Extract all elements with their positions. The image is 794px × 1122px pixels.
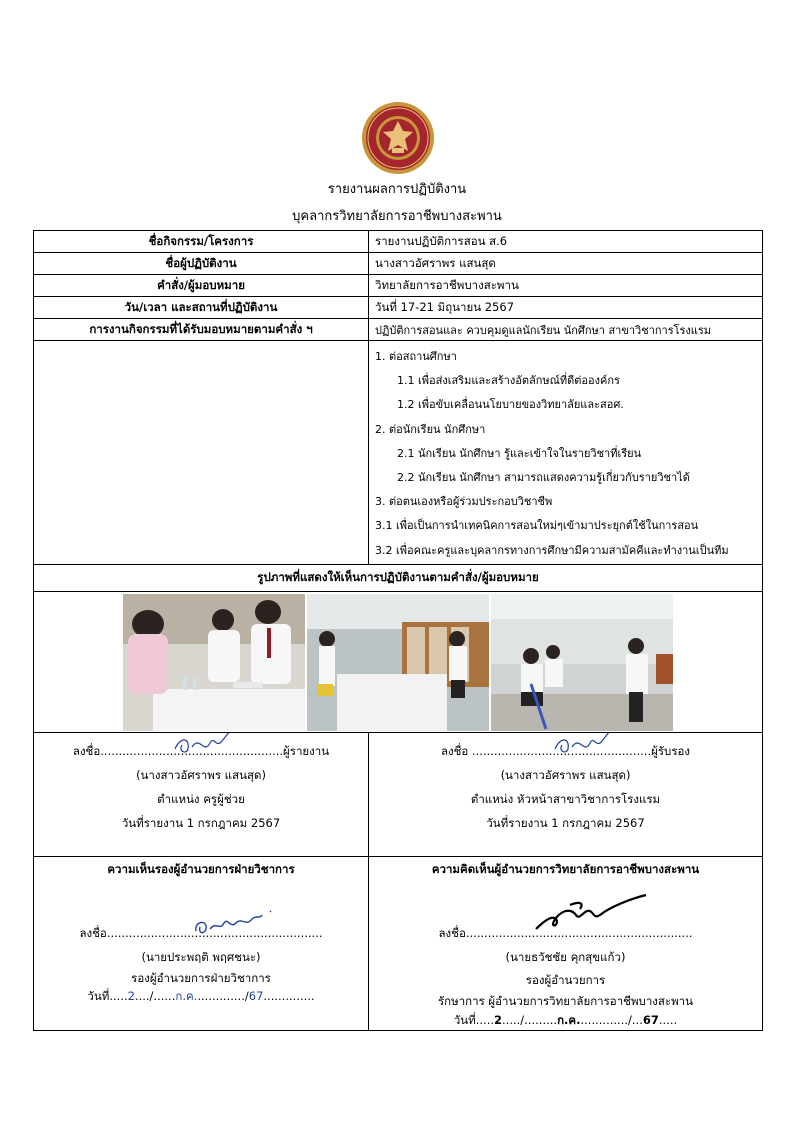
field-value: วันที่ 17-21 มิถุนายน 2567 xyxy=(369,297,763,319)
director-signature-icon xyxy=(530,885,650,935)
field-row xyxy=(34,319,763,341)
director-date: วันที่.....2...../.........ก.ค............../...67..... xyxy=(453,1012,678,1027)
director-position: รองผู้อำนวยการ xyxy=(525,972,606,987)
field-value: รายงานปฏิบัติการสอน ส.6 xyxy=(369,231,763,253)
photo-strip xyxy=(34,592,762,731)
reporter-date: วันที่รายงาน 1 กรกฎาคม 2567 xyxy=(121,815,281,830)
field-value: ปฏิบัติการสอนและ ควบคุมดูแลนักเรียน นักศึกษา สาขาวิชาการโรงแรม xyxy=(369,319,763,341)
signature-row xyxy=(34,732,763,856)
deputy-director-opinion-block xyxy=(34,856,369,1030)
photos-row xyxy=(34,591,763,732)
director-sign-line: ลงชื่อ.............................................................. xyxy=(375,921,756,945)
photo-table-setting xyxy=(123,594,305,731)
date-month: ก.ค. xyxy=(175,988,198,1003)
objective-item: 1.1 เพื่อส่งเสริมและสร้างอัตลักษณ์ที่ดีต่อองค์กร xyxy=(397,374,620,388)
objective-item: 3. ต่อตนเองหรือผู้ร่วมประกอบวิชาชีพ xyxy=(375,495,553,509)
report-form-table xyxy=(33,230,763,1031)
college-seal-icon xyxy=(361,101,435,175)
date-prefix: วันที่ xyxy=(87,988,110,1003)
field-row xyxy=(34,275,763,297)
director-opinion-block xyxy=(369,856,763,1030)
sign-prefix: ลงชื่อ xyxy=(440,743,469,758)
field-label: การงานกิจกรรมที่ได้รับมอบหมายตามคำสั่ง ฯ xyxy=(34,319,369,341)
objective-item: 1.2 เพื่อขับเคลื่อนนโยบายของวิทยาลัยและสอศ. xyxy=(397,398,624,412)
photo-cleaning xyxy=(491,594,673,731)
deputy-name: (นายประพฤติ พฤศชนะ) xyxy=(141,949,261,964)
director-opinion-heading: ความคิดเห็นผู้อำนวยการวิทยาลัยการอาชีพบางสะพาน xyxy=(431,861,700,876)
objectives-blank-cell xyxy=(34,341,369,565)
sign-prefix: ลงชื่อ xyxy=(438,925,466,940)
objective-item: 3.1 เพื่อเป็นการนำเทคนิคการสอนใหม่ๆเข้ามาประยุกต์ใช้ในการสอน xyxy=(375,519,699,533)
field-row xyxy=(34,231,763,253)
photos-heading: รูปภาพที่แสดงให้เห็นการปฏิบัติงานตามคำสั่ง/ผู้มอบหมาย xyxy=(34,564,763,591)
date-day: 2 xyxy=(127,988,135,1003)
deputy-opinion-heading: ความเห็นรองผู้อำนวยการฝ่ายวิชาการ xyxy=(107,861,295,876)
certifier-sign-line: ลงชื่อ .................................................ผู้รับรอง xyxy=(375,739,756,763)
report-title: รายงานผลการปฏิบัติงาน xyxy=(327,182,467,197)
field-row xyxy=(34,297,763,319)
date-day: 2 xyxy=(494,1012,503,1027)
deputy-position: รองผู้อำนวยการฝ่ายวิชาการ xyxy=(131,970,271,985)
field-row xyxy=(34,253,763,275)
objective-item: 2.2 นักเรียน นักศึกษา สามารถแสดงความรู้เกี่ยวกับรายวิชาได้ xyxy=(397,470,690,484)
date-year: 67 xyxy=(642,1012,659,1027)
field-label: ชื่อกิจกรรม/โครงการ xyxy=(34,231,369,253)
date-prefix: วันที่ xyxy=(453,1012,476,1027)
photo-dining-room xyxy=(307,594,489,731)
sign-role: ผู้รับรอง xyxy=(651,743,691,758)
director-acting: รักษาการ ผู้อำนวยการวิทยาลัยการอาชีพบางสะพาน xyxy=(437,993,694,1008)
certifier-date: วันที่รายงาน 1 กรกฎาคม 2567 xyxy=(486,815,645,830)
deputy-sign-line: ลงชื่อ........................................................... xyxy=(40,921,362,945)
certifier-name: (นางสาวอัศราพร แสนสุด) xyxy=(500,767,631,782)
sign-prefix: ลงชื่อ xyxy=(79,925,107,940)
reporter-sign-line: ลงชื่อ..................................................ผู้รายงาน xyxy=(40,739,362,763)
photos-heading-row xyxy=(34,564,763,591)
sign-prefix: ลงชื่อ xyxy=(72,743,101,758)
field-value: วิทยาลัยการอาชีพบางสะพาน xyxy=(369,275,763,297)
field-value: นางสาวอัศราพร แสนสุด xyxy=(369,253,763,275)
deputy-date: วันที่.....2..../......ก.ค............../67.............. xyxy=(87,988,315,1003)
objective-item: 3.2 เพื่อคณะครูและบุคลากรทางการศึกษามีความสามัคคีและทำงานเป็นทีม xyxy=(375,543,729,557)
approval-row xyxy=(34,856,763,1030)
objectives-row xyxy=(34,341,763,565)
objective-item: 2.1 นักเรียน นักศึกษา รู้และเข้าใจในรายวิชาที่เรียน xyxy=(397,446,642,460)
director-name: (นายธวัชชัย คุกสุขแก้ว) xyxy=(505,949,626,964)
deputy-signature-icon xyxy=(190,907,280,939)
reporter-position: ตำแหน่ง ครูผู้ช่วย xyxy=(157,791,245,806)
field-label: วัน/เวลา และสถานที่ปฏิบัติงาน xyxy=(34,297,369,319)
photos-cell xyxy=(34,591,763,732)
date-month: ก.ค. xyxy=(557,1012,581,1027)
reporter-name: (นางสาวอัศราพร แสนสุด) xyxy=(136,767,266,782)
reporter-signature-block xyxy=(34,732,369,856)
certifier-position: ตำแหน่ง หัวหน้าสาขาวิชาการโรงแรม xyxy=(470,791,661,806)
report-subtitle: บุคลากรวิทยาลัยการอาชีพบางสะพาน xyxy=(292,209,502,224)
certifier-signature-icon xyxy=(550,732,620,757)
reporter-signature-icon xyxy=(170,732,240,757)
objectives-cell xyxy=(369,341,763,565)
date-year: 67 xyxy=(248,988,264,1003)
field-label: คำสั่ง/ผู้มอบหมาย xyxy=(34,275,369,297)
objectives-list xyxy=(375,342,756,563)
objective-item: 1. ต่อสถานศึกษา xyxy=(375,350,457,363)
objective-item: 2. ต่อนักเรียน นักศึกษา xyxy=(375,422,486,436)
sign-role: ผู้รายงาน xyxy=(283,743,330,758)
certifier-signature-block xyxy=(369,732,763,856)
field-label: ชื่อผู้ปฏิบัติงาน xyxy=(34,253,369,275)
